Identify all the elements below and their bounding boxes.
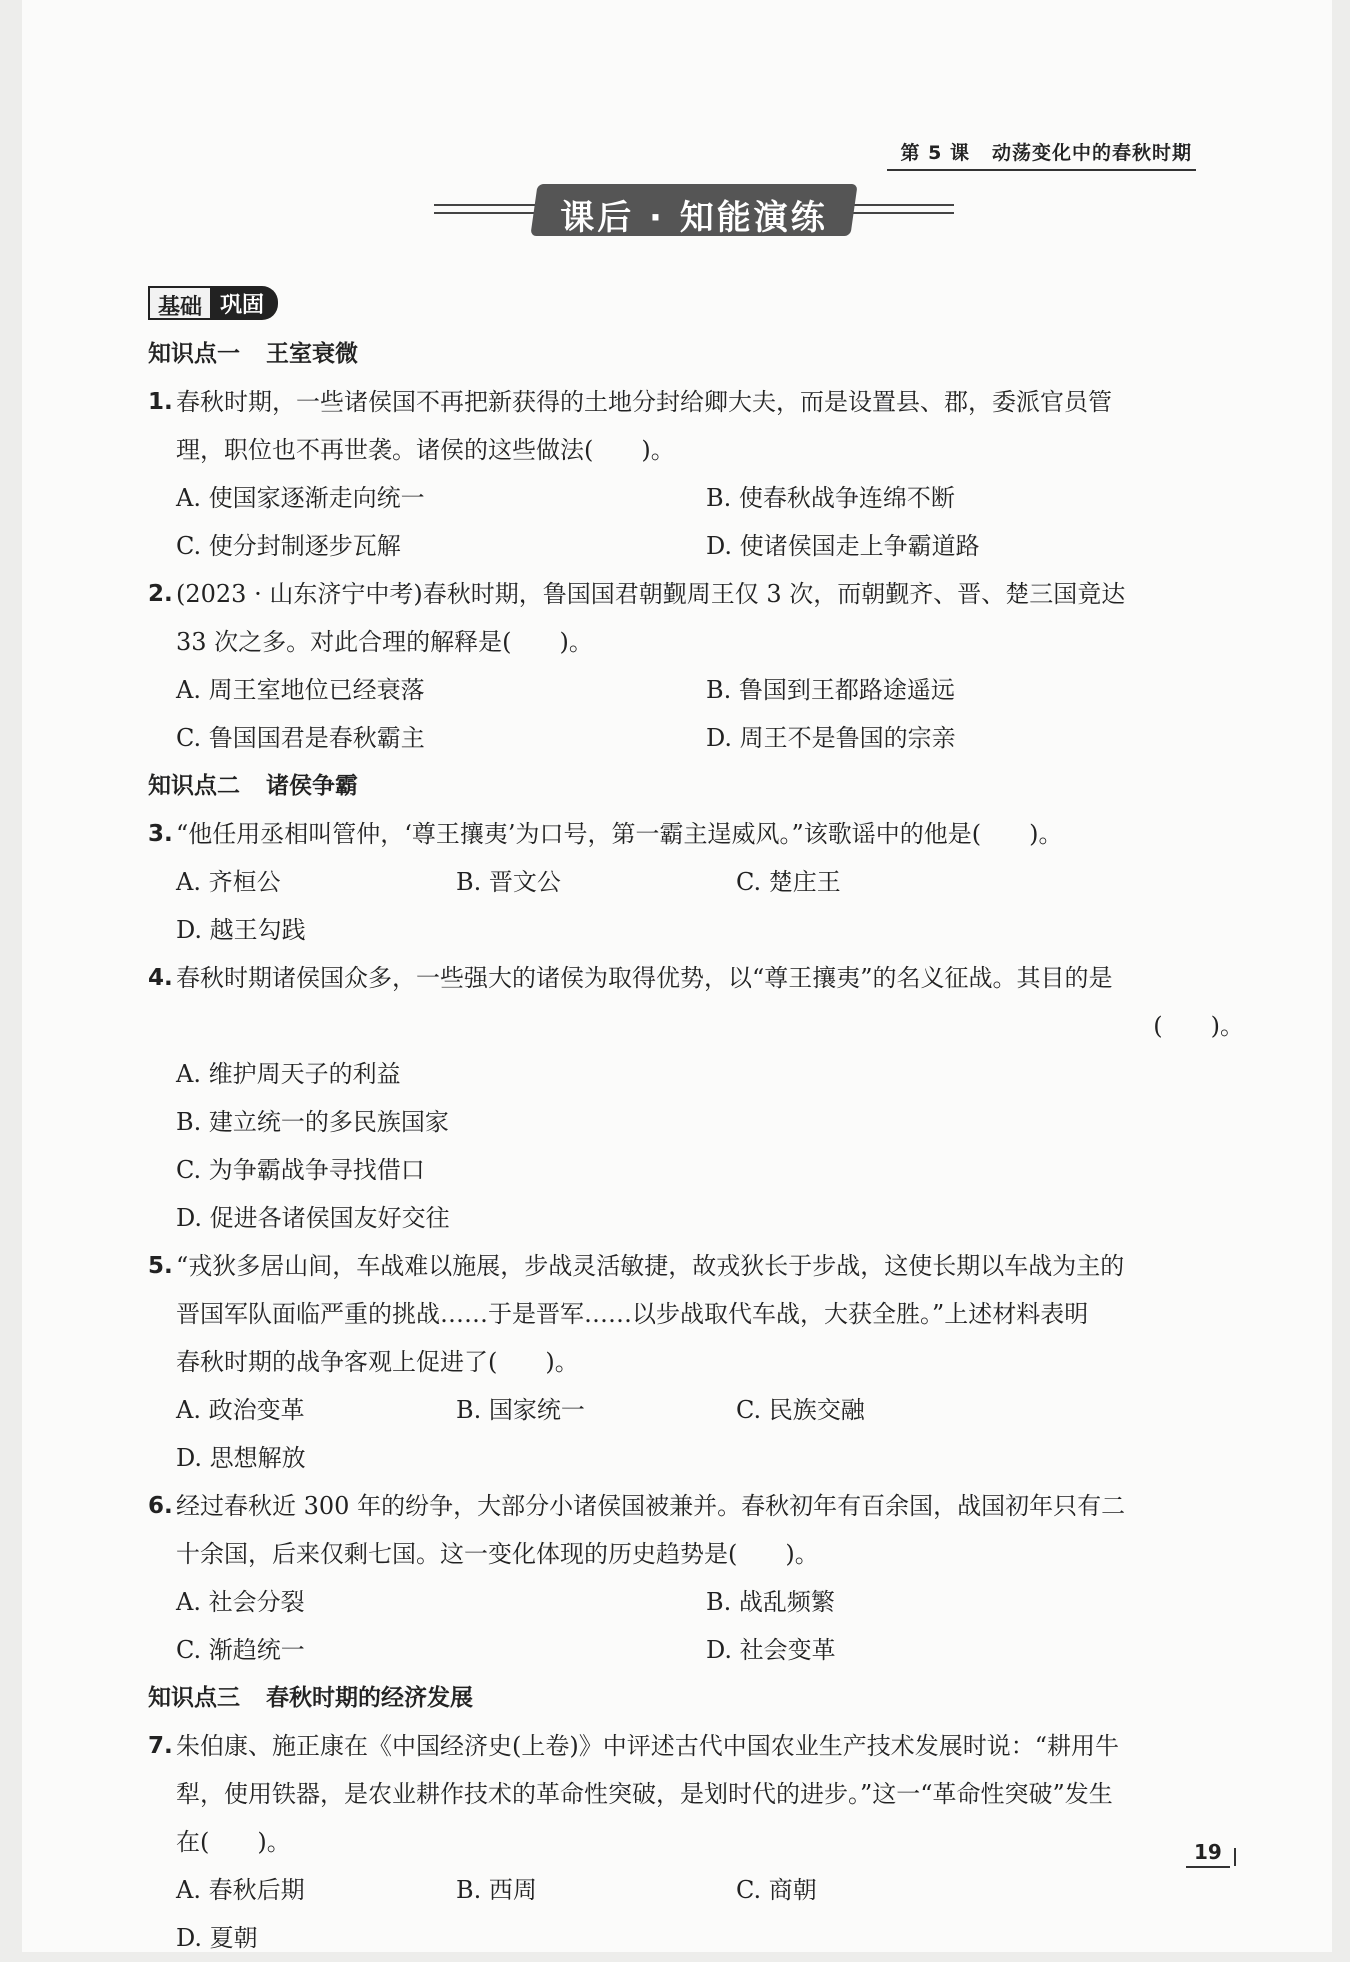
question-number: 6.	[148, 1493, 173, 1519]
question-2	[148, 570, 1250, 618]
question-number: 2.	[148, 581, 173, 607]
option-b[interactable]: B. 西周	[456, 1876, 537, 1904]
question-number: 3.	[148, 821, 173, 847]
knowledge-point-heading	[148, 1674, 1250, 1722]
knowledge-point-heading	[148, 330, 1250, 378]
question-stem-continued: 十余国，后来仅剩七国。这一变化体现的历史趋势是( )。	[176, 1540, 819, 1568]
options	[148, 1050, 1250, 1242]
option-d[interactable]: D. 使诸侯国走上争霸道路	[706, 532, 980, 560]
option-c[interactable]: C. 商朝	[736, 1876, 817, 1904]
option-a[interactable]: A. 社会分裂	[176, 1588, 305, 1616]
option-b[interactable]: B. 晋文公	[456, 868, 561, 896]
option-b[interactable]: B. 国家统一	[456, 1396, 585, 1424]
question-4	[148, 954, 1250, 1002]
option-d[interactable]: D. 社会变革	[706, 1636, 836, 1664]
banner-title: 课后 · 知能演练	[560, 198, 828, 238]
knowledge-point-heading	[148, 762, 1250, 810]
answer-bracket: ( )。	[1153, 1012, 1244, 1040]
options	[148, 858, 1250, 954]
question-stem-continued: 春秋时期的战争客观上促进了( )。	[176, 1348, 579, 1376]
option-a[interactable]: A. 春秋后期	[176, 1876, 305, 1904]
question-stem: (2023 · 山东济宁中考)春秋时期，鲁国国君朝觐周王仅 3 次，而朝觐齐、晋、楚三国竟达	[176, 580, 1126, 608]
knowledge-point-title: 王室衰微	[266, 341, 358, 367]
question-stem: 经过春秋近 300 年的纷争，大部分小诸侯国被兼并。春秋初年有百余国，战国初年只有二	[176, 1492, 1126, 1520]
question-5	[148, 1242, 1250, 1290]
option-d[interactable]: D. 思想解放	[176, 1444, 306, 1472]
option-d[interactable]: D. 越王勾践	[176, 916, 306, 944]
question-stem: 春秋时期，一些诸侯国不再把新获得的土地分封给卿大夫，而是设置县、郡，委派官员管	[176, 388, 1112, 416]
question-1	[148, 378, 1250, 426]
option-b[interactable]: B. 战乱频繁	[706, 1588, 835, 1616]
option-d[interactable]: D. 促进各诸侯国友好交往	[176, 1204, 450, 1232]
option-c[interactable]: C. 使分封制逐步瓦解	[176, 532, 401, 560]
running-header	[887, 138, 1196, 171]
workbook-page	[22, 0, 1332, 1952]
question-number: 1.	[148, 389, 173, 415]
option-c[interactable]: C. 楚庄王	[736, 868, 841, 896]
option-b[interactable]: B. 鲁国到王都路途遥远	[706, 676, 955, 704]
question-7	[148, 1722, 1250, 1770]
options	[148, 1578, 1250, 1674]
question-stem-continued: 晋国军队面临严重的挑战……于是晋军……以步战取代车战，大获全胜。”上述材料表明	[176, 1300, 1089, 1328]
knowledge-point-label: 知识点二	[148, 773, 240, 799]
question-number: 5.	[148, 1253, 173, 1279]
option-d[interactable]: D. 夏朝	[176, 1924, 258, 1952]
question-stem-continued: 犁，使用铁器，是农业耕作技术的革命性突破，是划时代的进步。”这一“革命性突破”发生	[176, 1780, 1113, 1808]
lesson-title: 动荡变化中的春秋时期	[991, 142, 1192, 164]
option-c[interactable]: C. 鲁国国君是春秋霸主	[176, 724, 425, 752]
question-stem: “戎狄多居山间，车战难以施展，步战灵活敏捷，故戎狄长于步战，这使长期以车战为主的	[176, 1252, 1125, 1280]
option-c[interactable]: C. 民族交融	[736, 1396, 865, 1424]
options	[148, 1866, 1250, 1962]
section-banner	[434, 184, 954, 244]
option-b[interactable]: B. 使春秋战争连绵不断	[706, 484, 955, 512]
question-stem: “他任用丞相叫管仲，‘尊王攘夷’为口号，第一霸主逞威风。”该歌谣中的他是( )。	[176, 820, 1063, 848]
option-b[interactable]: B. 建立统一的多民族国家	[176, 1108, 449, 1136]
options	[148, 1386, 1250, 1482]
option-a[interactable]: A. 维护周天子的利益	[176, 1060, 401, 1088]
option-a[interactable]: A. 齐桓公	[176, 868, 281, 896]
knowledge-point-label: 知识点一	[148, 341, 240, 367]
question-stem: 春秋时期诸侯国众多，一些强大的诸侯为取得优势，以“尊王攘夷”的名义征战。其目的是	[176, 964, 1113, 992]
options	[148, 474, 1250, 570]
option-a[interactable]: A. 周王室地位已经衰落	[176, 676, 425, 704]
section-tag-left: 基础	[148, 286, 210, 320]
section-tag-right: 巩固	[210, 286, 278, 320]
question-stem-continued: 理，职位也不再世袭。诸侯的这些做法( )。	[176, 436, 675, 464]
question-6	[148, 1482, 1250, 1530]
question-stem: 朱伯康、施正康在《中国经济史(上卷)》中评述古代中国农业生产技术发展时说：“耕用牛	[176, 1732, 1119, 1760]
knowledge-point-label: 知识点三	[148, 1685, 240, 1711]
option-d[interactable]: D. 周王不是鲁国的宗亲	[706, 724, 956, 752]
question-stem-continued: 在( )。	[176, 1828, 291, 1856]
question-number: 4.	[148, 965, 173, 991]
page-number-mark	[1234, 1848, 1236, 1866]
question-3	[148, 810, 1250, 858]
option-a[interactable]: A. 使国家逐渐走向统一	[176, 484, 425, 512]
page-number-text: 19	[1194, 1840, 1222, 1864]
option-a[interactable]: A. 政治变革	[176, 1396, 305, 1424]
question-stem-continued: 33 次之多。对此合理的解释是( )。	[176, 628, 593, 656]
option-c[interactable]: C. 渐趋统一	[176, 1636, 305, 1664]
section-tag	[148, 286, 278, 320]
knowledge-point-title: 春秋时期的经济发展	[266, 1685, 473, 1711]
knowledge-point-title: 诸侯争霸	[266, 773, 358, 799]
lesson-number: 第 5 课	[900, 142, 970, 164]
option-c[interactable]: C. 为争霸战争寻找借口	[176, 1156, 425, 1184]
exercise-content	[148, 330, 1250, 1962]
options	[148, 666, 1250, 762]
page-number	[1186, 1840, 1230, 1868]
question-number: 7.	[148, 1733, 173, 1759]
